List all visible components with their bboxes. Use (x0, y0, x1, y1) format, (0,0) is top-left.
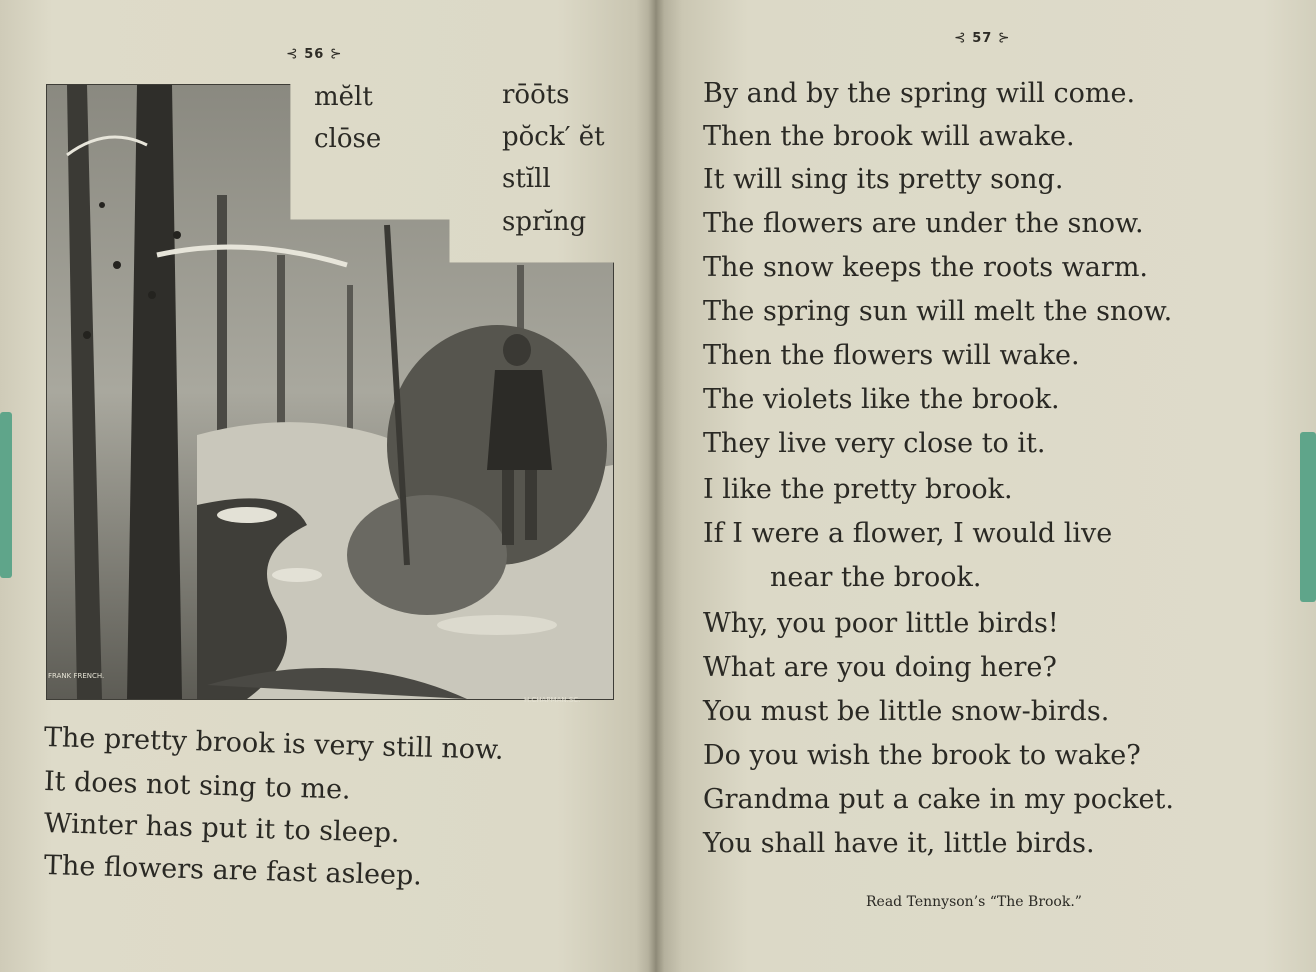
bookmark-tab-left[interactable] (0, 412, 12, 578)
bookmark-tab-right[interactable] (1300, 432, 1316, 602)
vocab-word: clōse (314, 124, 382, 154)
text-line: You shall have it, little birds. (703, 828, 1095, 859)
text-line: Then the brook will awake. (703, 121, 1075, 152)
text-line: You must be little snow-birds. (703, 696, 1110, 727)
text-line: The violets like the brook. (703, 384, 1060, 415)
vocab-word: mĕlt (314, 82, 373, 112)
text-line: Do you wish the brook to wake? (703, 740, 1141, 771)
ornament-right-icon: ⊱ (329, 46, 343, 62)
text-line: What are you doing here? (703, 652, 1057, 683)
text-line: Why, you poor little birds! (703, 608, 1059, 639)
text-line: It will sing its pretty song. (703, 164, 1064, 195)
text-line: The snow keeps the roots warm. (703, 252, 1148, 283)
text-line: The pretty brook is very still now. (43, 722, 504, 766)
ornament-left-icon: ⊰ (954, 30, 967, 46)
engraver-signature: H.CHAPMAN.SC. (524, 696, 581, 704)
text-line: The spring sun will melt the snow. (703, 296, 1173, 327)
book-gutter (648, 0, 664, 972)
left-page-number-text: 56 (304, 47, 325, 62)
left-page-number (286, 46, 343, 62)
footnote: Read Tennyson’s “The Brook.” (866, 894, 1082, 910)
text-line: Winter has put it to sleep. (43, 808, 401, 849)
text-line: Grandma put a cake in my pocket. (703, 784, 1174, 815)
text-line: The flowers are fast asleep. (43, 850, 423, 892)
ornament-left-icon: ⊰ (286, 46, 299, 62)
text-line: They live very close to it. (703, 428, 1046, 459)
illustrator-signature: FRANK FRENCH. (48, 672, 105, 680)
text-line: Then the flowers will wake. (703, 340, 1080, 371)
vocab-word: sprĭng (502, 207, 587, 237)
text-line: near the brook. (770, 562, 982, 593)
vocab-word: rōōts (502, 80, 570, 110)
right-page-number-text: 57 (972, 31, 993, 46)
right-page-number (954, 30, 1011, 46)
text-line: It does not sing to me. (43, 766, 352, 806)
vocab-word: pŏck′ ĕt (502, 122, 605, 152)
text-line: If I were a flower, I would live (703, 518, 1113, 549)
ornament-right-icon: ⊱ (997, 30, 1011, 46)
vocab-word: stĭll (502, 164, 551, 194)
text-line: I like the pretty brook. (703, 474, 1013, 505)
text-line: By and by the spring will come. (703, 78, 1136, 109)
text-line: The flowers are under the snow. (703, 208, 1144, 239)
